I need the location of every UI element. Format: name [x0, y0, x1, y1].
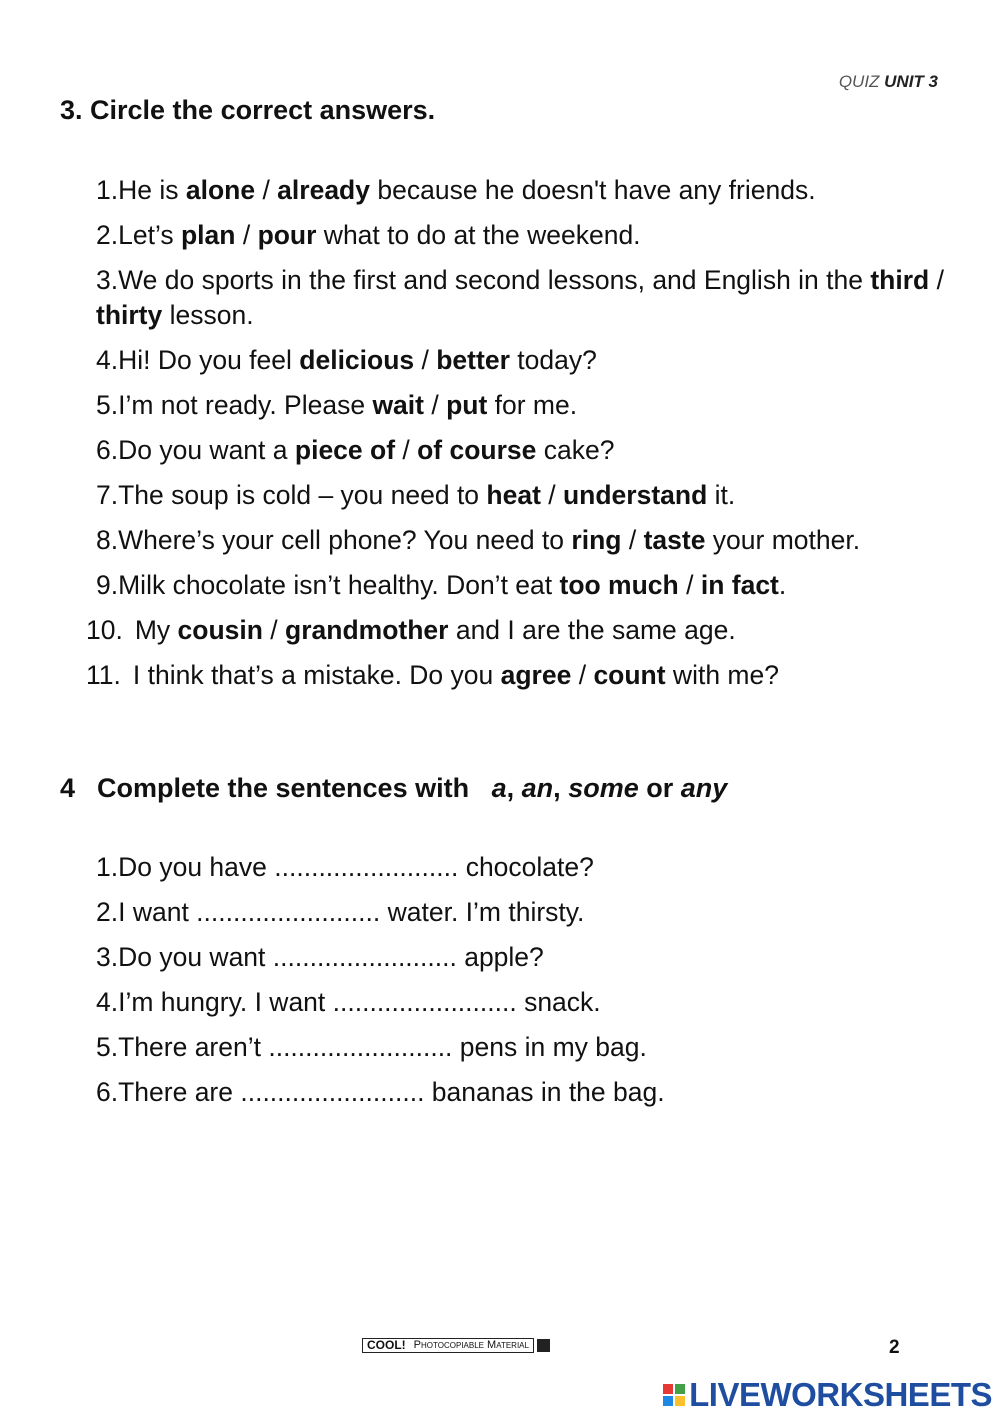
question-text: I think that’s a mistake. Do you [132, 660, 501, 690]
liveworksheets-logo-icon [663, 1384, 685, 1406]
sentence-number: 3. [96, 942, 119, 972]
question-5 [96, 388, 946, 423]
question-1 [96, 173, 946, 208]
answer-option[interactable]: pour [257, 220, 317, 250]
word-some: some [568, 773, 639, 803]
question-number: 1. [96, 175, 119, 205]
question-text: Let’s [118, 220, 181, 250]
quiz-unit-header [839, 72, 938, 92]
question-text: it. [707, 480, 736, 510]
question-8 [96, 523, 946, 558]
question-text: / [678, 570, 701, 600]
question-text: and I are the same age. [448, 615, 736, 645]
answer-option[interactable]: agree [500, 660, 572, 690]
section-3-title: 3. Circle the correct answers. [60, 95, 436, 125]
answer-option[interactable]: put [446, 390, 488, 420]
question-6 [96, 433, 946, 468]
sentence-text[interactable]: There are ......................... bananas in the bag. [118, 1077, 665, 1107]
fill-sentence-6 [96, 1075, 946, 1110]
question-text: / [423, 390, 447, 420]
photocopiable-box [362, 1338, 534, 1353]
answer-option[interactable]: taste [643, 525, 706, 555]
sentence-number: 4. [96, 987, 119, 1017]
question-text: what to do at the weekend. [316, 220, 641, 250]
question-text: I’m not ready. Please [118, 390, 373, 420]
unit-label: UNIT 3 [884, 72, 938, 91]
answer-option[interactable]: too much [559, 570, 679, 600]
question-text: / [621, 525, 644, 555]
fill-sentence-5 [96, 1030, 946, 1065]
question-number: 7. [96, 480, 119, 510]
sentence-text[interactable]: There aren’t ......................... pens in my bag. [118, 1032, 647, 1062]
liveworksheets-text: LIVEWORKSHEETS [689, 1376, 992, 1413]
question-number: 6. [96, 435, 119, 465]
question-number: 9. [96, 570, 119, 600]
question-text: for me. [487, 390, 578, 420]
footer-brand: COOL! [367, 1338, 406, 1352]
question-text: / [262, 615, 286, 645]
sentence-text[interactable]: I’m hungry. I want ......................... snack. [118, 987, 601, 1017]
question-10 [86, 613, 946, 648]
fill-sentence-1 [96, 850, 946, 885]
section-4-title-prefix: Complete the sentences with [97, 773, 470, 803]
answer-option[interactable]: cousin [177, 615, 263, 645]
section-4-title: 4 Complete the sentences with a, an, some or any [60, 773, 728, 803]
question-9 [96, 568, 946, 603]
question-text: The soup is cold – you need to [118, 480, 487, 510]
question-3 [96, 263, 946, 333]
question-text: Milk chocolate isn’t healthy. Don’t eat [118, 570, 560, 600]
footer-label: Photocopiable Material [413, 1339, 529, 1351]
sentence-number: 1. [96, 852, 119, 882]
question-text: He is [118, 175, 186, 205]
answer-option[interactable]: plan [180, 220, 236, 250]
quiz-label: QUIZ [838, 72, 880, 91]
sentence-number: 5. [96, 1032, 119, 1062]
fill-sentence-4 [96, 985, 946, 1020]
answer-option[interactable]: of course [417, 435, 537, 465]
word-an: an [521, 773, 554, 803]
answer-option[interactable]: heat [486, 480, 541, 510]
section-3-list [86, 173, 946, 703]
question-number: 2. [96, 220, 119, 250]
question-4 [96, 343, 946, 378]
answer-option[interactable]: thirty [96, 300, 163, 330]
question-text: / [255, 175, 278, 205]
question-text: today? [509, 345, 597, 375]
question-text: . [778, 570, 787, 600]
answer-option[interactable]: third [870, 265, 930, 295]
footer-logo-icon [537, 1339, 550, 1352]
footer-credit [362, 1338, 550, 1353]
answer-option[interactable]: grandmother [285, 615, 449, 645]
sentence-text[interactable]: I want ......................... water. I’m thirsty. [118, 897, 585, 927]
answer-option[interactable]: count [593, 660, 666, 690]
question-text: / [235, 220, 258, 250]
section-4-list [96, 850, 946, 1120]
answer-option[interactable]: piece of [294, 435, 396, 465]
sentence-text[interactable]: Do you want ......................... apple? [118, 942, 544, 972]
sentence-text[interactable]: Do you have ......................... chocolate? [118, 852, 594, 882]
question-7 [96, 478, 946, 513]
answer-option[interactable]: in fact [700, 570, 779, 600]
question-number: 8. [96, 525, 119, 555]
question-number: 3. [96, 265, 119, 295]
question-text: / [571, 660, 594, 690]
question-number: 4. [96, 345, 119, 375]
question-text: Hi! Do you feel [118, 345, 300, 375]
question-text: with me? [665, 660, 779, 690]
sentence-number: 6. [96, 1077, 119, 1107]
answer-option[interactable]: already [277, 175, 370, 205]
word-any: any [680, 773, 728, 803]
answer-option[interactable]: delicious [299, 345, 415, 375]
question-text: / [929, 265, 944, 295]
page-number: 2 [889, 1337, 900, 1358]
question-text: lesson. [162, 300, 254, 330]
section-4-number: 4 [60, 773, 76, 803]
answer-option[interactable]: ring [571, 525, 622, 555]
word-a: a [491, 773, 507, 803]
question-text: / [414, 345, 437, 375]
answer-option[interactable]: better [436, 345, 510, 375]
fill-sentence-2 [96, 895, 946, 930]
question-number: 10. [86, 615, 123, 645]
liveworksheets-watermark [663, 1376, 992, 1414]
question-text: We do sports in the first and second lessons, and English in the [118, 265, 871, 295]
answer-option[interactable]: alone [185, 175, 256, 205]
question-text: Where’s your cell phone? You need to [118, 525, 572, 555]
question-11 [86, 658, 946, 693]
question-text: / [395, 435, 418, 465]
question-text: Do you want a [118, 435, 295, 465]
question-number: 5. [96, 390, 119, 420]
sentence-number: 2. [96, 897, 119, 927]
question-text: cake? [536, 435, 615, 465]
answer-option[interactable]: wait [372, 390, 424, 420]
question-text: because he doesn't have any friends. [370, 175, 816, 205]
fill-sentence-3 [96, 940, 946, 975]
question-text: / [540, 480, 563, 510]
question-text: your mother. [705, 525, 861, 555]
question-2 [96, 218, 946, 253]
answer-option[interactable]: understand [563, 480, 708, 510]
question-text: My [134, 615, 178, 645]
question-number: 11. [86, 660, 121, 690]
word-or: or [646, 773, 674, 803]
